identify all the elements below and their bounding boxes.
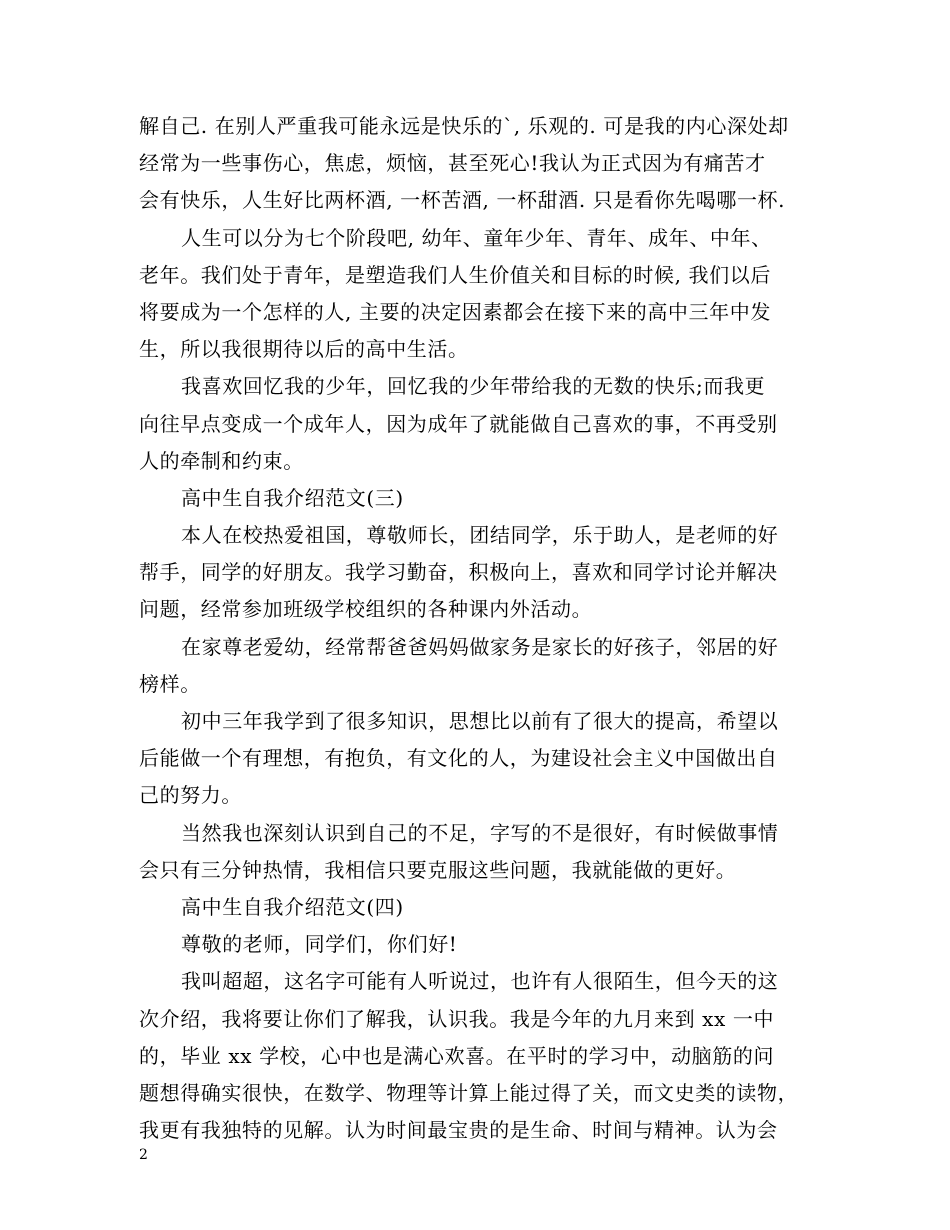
text-line: 的，毕业 xx 学校，心中也是满心欢喜。在平时的学习中，动脑筋的问 <box>139 1043 775 1068</box>
text-line: 会有快乐，人生好比两杯酒, 一杯苦酒, 一杯甜酒. 只是看你先喝哪一杯. <box>139 188 786 213</box>
text-line: 解自己. 在别人严重我可能永远是快乐的`, 乐观的. 可是我的内心深处却 <box>139 114 789 138</box>
text-line: 人生可以分为七个阶段吧, 幼年、童年少年、青年、成年、中年、 <box>181 225 772 250</box>
text-line: 后能做一个有理想，有抱负，有文化的人，为建设社会主义中国做出自 <box>139 746 778 771</box>
text-line: 老年。我们处于青年，是塑造我们人生价值关和目标的时候, 我们以后 <box>139 262 771 287</box>
text-line: 当然我也深刻认识到自己的不足，字写的不是很好，有时候做事情 <box>181 820 779 845</box>
text-line: 本人在校热爱祖国，尊敬师长，团结同学，乐于助人，是老师的好 <box>181 523 779 548</box>
text-line: 次介绍，我将要让你们了解我，认识我。我是今年的九月来到 xx 一中 <box>139 1006 775 1031</box>
text-line: 将要成为一个怎样的人, 主要的决定因素都会在接下来的高中三年中发 <box>139 299 771 324</box>
text-line: 我更有我独特的见解。认为时间最宝贵的是生命、时间与精神。认为会 <box>139 1118 778 1143</box>
text-line: 向往早点变成一个成年人，因为成年了就能做自己喜欢的事，不再受别 <box>139 411 778 436</box>
text-line: 在家尊老爱幼，经常帮爸爸妈妈做家务是家长的好孩子，邻居的好 <box>181 634 779 659</box>
text-line: 高中生自我介绍范文(三) <box>181 485 404 510</box>
text-line: 初中三年我学到了很多知识，思想比以前有了很大的提高，希望以 <box>181 709 779 733</box>
text-line: 生，所以我很期待以后的高中生活。 <box>139 337 469 362</box>
text-line: 己的努力。 <box>139 783 242 808</box>
text-line: 会只有三分钟热情，我相信只要克服这些问题，我就能做的更好。 <box>139 857 737 882</box>
text-line: 我叫超超，这名字可能有人听说过，也许有人很陌生，但今天的这 <box>181 969 779 994</box>
page-number: 2 <box>139 1147 148 1163</box>
text-line: 题想得确实很快，在数学、物理等计算上能过得了关，而文史类的读物， <box>139 1080 799 1105</box>
text-line: 我喜欢回忆我的少年，回忆我的少年带给我的无数的快乐;而我更 <box>181 374 766 399</box>
text-line: 高中生自我介绍范文(四) <box>181 894 404 919</box>
text-line: 人的牵制和约束。 <box>139 448 304 473</box>
body-text <box>139 108 815 1149</box>
text-line: 尊敬的老师，同学们，你们好! <box>181 932 458 957</box>
text-line: 经常为一些事伤心，焦虑，烦恼，甚至死心!我认为正式因为有痛苦才 <box>139 151 766 176</box>
text-line: 榜样。 <box>139 671 201 696</box>
text-line: 问题，经常参加班级学校组织的各种课内外活动。 <box>139 597 593 622</box>
text-line: 帮手，同学的好朋友。我学习勤奋，积极向上，喜欢和同学讨论并解决 <box>139 560 778 585</box>
